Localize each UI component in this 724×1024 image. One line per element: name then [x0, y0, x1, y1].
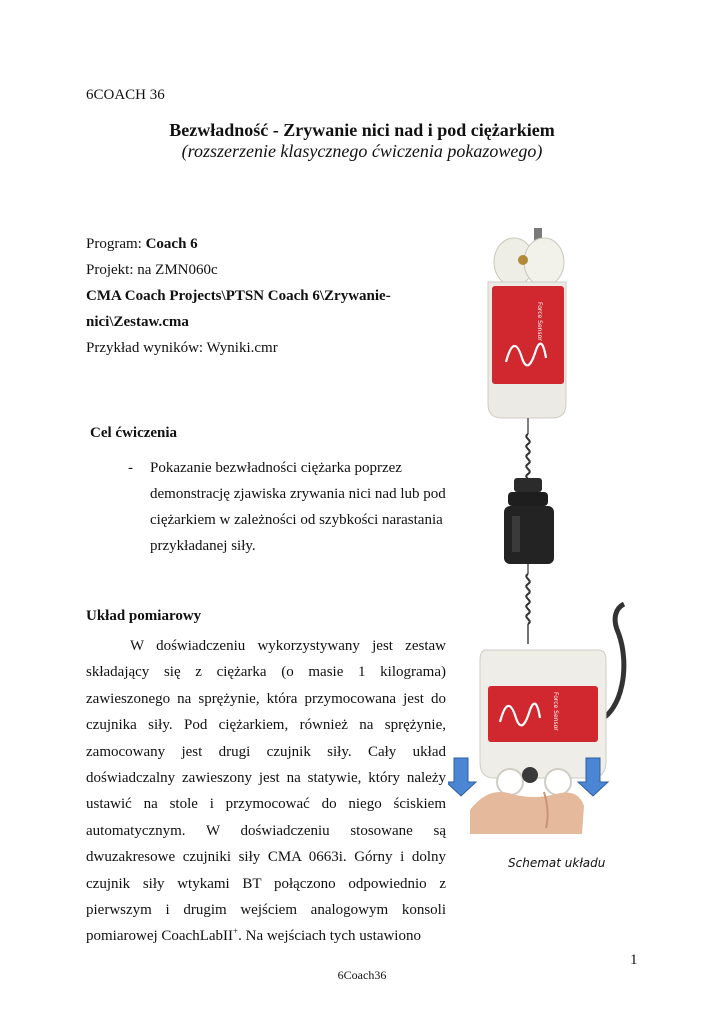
- lower-spring: [526, 574, 529, 624]
- center-knob: [522, 767, 538, 783]
- program-value: Coach 6: [145, 236, 198, 252]
- goal-item: [126, 455, 446, 559]
- page-number: 1: [630, 952, 638, 968]
- cma-path-line-1: CMA Coach Projects\PTSN Coach 6\Zrywanie-: [86, 288, 391, 304]
- superscript-plus: +: [233, 926, 239, 937]
- document-subtitle: (rozszerzenie klasycznego ćwiczenia pokazowego): [181, 141, 543, 161]
- page-footer: 6Coach36: [337, 968, 387, 982]
- apparatus-photo: [448, 222, 648, 837]
- weight-neck: [508, 492, 548, 506]
- project-line: Projekt: na ZMN060c: [86, 262, 218, 278]
- clamp-screw: [518, 255, 528, 265]
- document-title: Bezwładność - Zrywanie nici nad i pod ciężarkiem: [169, 120, 555, 140]
- program-label: Program:: [86, 236, 146, 252]
- setup-heading: Układ pomiarowy: [86, 608, 202, 624]
- right-pulley: [524, 238, 564, 286]
- top-sensor-red-label: [492, 286, 564, 384]
- bullet-dash: -: [128, 460, 133, 476]
- goal-item-text: Pokazanie bezwładności ciężarka poprzez demonstrację zjawiska zrywania nici nad lub pod ciężarkiem w zależności od szybkości narastania przykładanej siły.: [150, 460, 446, 554]
- bottom-sensor-red-label: [488, 686, 598, 742]
- bottom-sensor-text: Force Sensor: [552, 692, 559, 731]
- setup-text-tail: . Na wejściach tych ustawiono: [238, 928, 421, 945]
- weight-body: [504, 506, 554, 564]
- hand: [470, 792, 584, 834]
- left-socket: [497, 769, 523, 795]
- document-id: 6COACH 36: [86, 87, 165, 103]
- results-line: Przykład wyników: Wyniki.cmr: [86, 340, 278, 356]
- weight-cap: [514, 478, 542, 492]
- figure-caption: Schemat układu: [508, 856, 606, 870]
- left-down-arrow: [448, 758, 476, 796]
- setup-text-main: W doświadczeniu wykorzystywany jest zestaw składający się z ciężarka (o masie 1 kilograma) zawieszonego na sprężynie, która przymocowana jest do czujnika siły. Pod ciężarkiem, również na sprężynie, zamocowany jest drugi czujnik siły. Cały układ doświadczalny zawieszony jest na statywie, który należy ustawić na stole i przymocować do niego ściskiem automatycznym. W doświadczeniu stosowane są dwuzakresowe czujniki siły CMA 0663i. Górny i dolny czujnik siły wtykami BT połączono odpowiednio z pierwszym i drugim wejściem analogowym konsoli pomiarowej CoachLabII: [86, 638, 446, 945]
- program-line: [86, 231, 416, 257]
- setup-paragraph: [86, 633, 446, 950]
- cma-path-line-2: nici\Zestaw.cma: [86, 314, 189, 330]
- goal-heading: Cel ćwiczenia: [90, 425, 178, 441]
- top-sensor-text: Force Sensor: [536, 302, 543, 341]
- project-info: [86, 231, 416, 361]
- right-socket: [545, 769, 571, 795]
- goal-list: [126, 455, 446, 559]
